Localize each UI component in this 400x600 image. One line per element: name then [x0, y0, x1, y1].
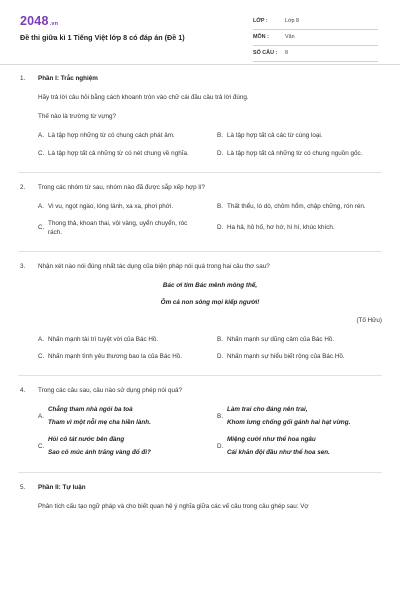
meta-row-count: [253, 46, 378, 62]
option-line: Hỏi cô tát nước bên đàng: [48, 436, 125, 444]
option-d[interactable]: [217, 149, 382, 158]
option-text: Nhấn mạnh sự hiểu biết rộng của Bác Hồ.: [227, 352, 345, 360]
question-5: [18, 483, 382, 511]
option-line: Cái khăn đội đầu như thể hoa sen.: [227, 449, 330, 457]
option-a[interactable]: [38, 202, 203, 211]
question-3: [18, 262, 382, 361]
option-letter: A.: [38, 202, 44, 210]
option-b[interactable]: [217, 131, 382, 140]
meta-key: LỚP :: [253, 17, 268, 24]
option-letter: B.: [217, 412, 223, 420]
meta-info: [253, 14, 378, 62]
options-grid: [38, 202, 382, 237]
option-letter: D.: [217, 352, 224, 360]
poem-author: (Tố Hữu): [356, 316, 382, 324]
options-grid: [38, 131, 382, 157]
option-letter: A.: [38, 412, 44, 420]
site-logo[interactable]: [20, 12, 58, 30]
question-1: [18, 74, 382, 158]
option-line: Sao cô múc ánh trăng vàng đổ đi?: [48, 449, 151, 457]
question-number: 3.: [20, 263, 26, 271]
question-text: Trong các câu sau, câu nào sử dụng phép nói quá?: [38, 386, 183, 394]
option-a[interactable]: [38, 131, 203, 140]
option-letter: C.: [38, 352, 45, 360]
question-number: 4.: [20, 386, 26, 394]
option-d[interactable]: [217, 219, 382, 237]
poem-line-1: Bác ơi tim Bác mênh mông thế,: [162, 282, 258, 290]
poem-line-2: Ôm cả non sông mọi kiếp người!: [160, 299, 260, 307]
option-letter: A.: [38, 335, 44, 343]
options-grid: [38, 335, 382, 361]
option-text: Là tập hợp những từ có chung cách phát âm.: [48, 132, 175, 140]
option-text: Nhấn mạnh tình yêu thương bao la của Bác Hồ.: [48, 352, 183, 360]
meta-value: Văn: [285, 33, 295, 40]
options-grid: [38, 405, 382, 458]
option-letter: D.: [217, 149, 224, 157]
meta-row-subject: [253, 30, 378, 46]
question-number: 1.: [20, 75, 26, 82]
option-d[interactable]: [217, 435, 382, 457]
option-c[interactable]: [38, 219, 203, 237]
option-text: Thất thểu, lò dò, chôm hổm, chập chững, rón rén.: [227, 202, 366, 210]
option-letter: C.: [38, 149, 45, 157]
logo-text: 2048: [20, 14, 49, 28]
option-letter: D.: [217, 442, 224, 450]
option-line: Tham vì một nỗi mẹ cha hiền lành.: [48, 419, 151, 427]
meta-value: Lớp 8: [285, 17, 300, 24]
option-c[interactable]: [38, 149, 203, 158]
option-text: Là tập hợp tất cả những từ có chung nguồn gốc.: [227, 149, 363, 157]
question-number: 5.: [20, 483, 26, 491]
option-letter: C.: [38, 442, 45, 450]
option-c[interactable]: [38, 435, 203, 457]
meta-key: MÔN :: [253, 33, 269, 40]
instruction-text: Hãy trả lời câu hỏi bằng cách khoanh tròn vào chữ cái đầu câu trả lời đúng.: [38, 94, 249, 102]
option-text: Ha hả, hô hố, hơ hớ, hì hì, khúc khích.: [227, 224, 335, 232]
meta-row-class: [253, 14, 378, 30]
document-title: Đề thi giữa kì 1 Tiếng Việt lớp 8 có đáp án (Đề 1): [20, 33, 185, 42]
question-number: 2.: [20, 183, 26, 191]
option-letter: B.: [217, 335, 223, 343]
option-b[interactable]: [217, 335, 382, 344]
option-b[interactable]: [217, 405, 382, 427]
option-a[interactable]: [38, 335, 203, 344]
option-line: Làm trai cho đáng nên trai,: [227, 406, 308, 413]
option-letter: D.: [217, 224, 224, 232]
option-c[interactable]: [38, 352, 203, 361]
option-text: Nhấn mạnh sự dũng cảm của Bác Hồ.: [227, 335, 335, 343]
question-text: Thế nào là trường từ vựng?: [38, 113, 117, 121]
section-title: Phần I: Trắc nghiệm: [38, 75, 98, 82]
exam-content: [18, 74, 382, 521]
divider: [18, 251, 382, 252]
question-text: Phân tích cấu tạo ngữ pháp và cho biết quan hệ ý nghĩa giữa các vế câu trong câu ghép sau: Vợ: [38, 502, 309, 510]
divider: [18, 172, 382, 173]
divider: [18, 375, 382, 376]
question-4: [18, 386, 382, 458]
option-line: Miệng cười như thể hoa ngâu: [227, 436, 316, 444]
option-text: Nhấn mạnh tài trí tuyệt vời của Bác Hồ.: [48, 335, 159, 343]
option-letter: B.: [217, 132, 223, 140]
option-line: Chẳng tham nhà ngói ba toà: [48, 406, 133, 413]
option-b[interactable]: [217, 202, 382, 211]
header: [0, 0, 400, 65]
option-line: Khom lưng chống gối gánh hai hạt vừng.: [227, 419, 351, 427]
logo-suffix: .vn: [49, 21, 59, 27]
divider: [18, 472, 382, 473]
meta-value: 8: [285, 49, 288, 56]
section-title: Phần II: Tự luận: [38, 483, 86, 491]
option-text: Là tập hợp tất cả những từ có nét chung về nghĩa.: [48, 149, 189, 157]
meta-key: SỐ CÂU :: [253, 49, 278, 56]
option-text: Là tập hợp tất cả các từ cùng loại.: [227, 132, 323, 140]
question-text: Nhận xét nào nói đúng nhất tác dụng của biện pháp nói quá trong hai câu thơ sau?: [38, 263, 270, 271]
question-text: Trong các nhóm từ sau, nhóm nào đã được sắp xếp hợp lí?: [38, 183, 205, 191]
option-letter: A.: [38, 132, 44, 140]
option-text: Vi vu, ngọt ngào, lóng lánh, xa xa, phơi phới.: [48, 202, 174, 210]
question-2: [18, 183, 382, 238]
option-letter: C.: [38, 224, 45, 232]
option-letter: B.: [217, 202, 223, 210]
option-text: Thong thả, khoan thai, vội vàng, uyển chuyển, róc rách.: [48, 219, 188, 236]
option-a[interactable]: [38, 405, 203, 427]
option-d[interactable]: [217, 352, 382, 361]
